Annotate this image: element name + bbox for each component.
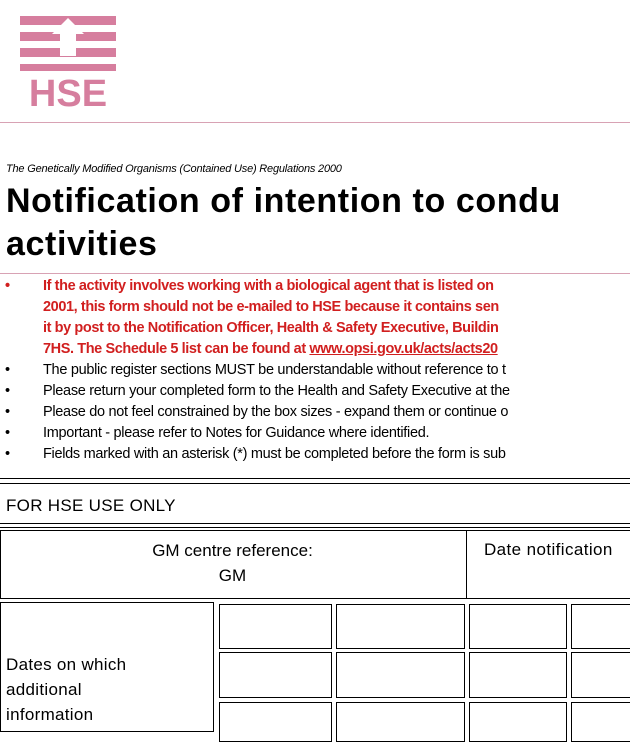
header-rule xyxy=(0,122,630,123)
warning-line-1: If the activity involves working with a biological agent that is listed on xyxy=(43,278,494,294)
note-text: Fields marked with an asterisk (*) must be completed before the form is sub xyxy=(43,446,506,462)
gm-ref-label: GM centre reference: xyxy=(152,541,313,560)
regulation-title: The Genetically Modified Organisms (Contained Use) Regulations 2000 xyxy=(6,163,342,175)
warning-line-3: it by post to the Notification Officer, Health & Safety Executive, Buildin xyxy=(43,320,499,336)
warning-line-4-text: 7HS. The Schedule 5 list can be found at xyxy=(43,341,310,357)
date-input-cell[interactable] xyxy=(571,652,630,698)
note-item xyxy=(0,381,630,402)
bullet: • xyxy=(5,362,10,378)
notes-list xyxy=(0,276,630,465)
date-input-cell[interactable] xyxy=(469,652,567,698)
warning-line-4 xyxy=(43,339,630,360)
note-item xyxy=(0,360,630,381)
box-divider-inner xyxy=(0,527,630,528)
dates-label-line-3: information xyxy=(6,705,94,724)
note-text: Please do not feel constrained by the box sizes - expand them or continue o xyxy=(43,404,509,420)
logo-text: HSE xyxy=(28,73,108,110)
date-notification-label: Date notification xyxy=(484,540,613,559)
date-input-cell[interactable] xyxy=(469,604,567,649)
gm-ref-text xyxy=(0,538,465,588)
dates-label-line-2: additional xyxy=(6,680,82,699)
bullet: • xyxy=(5,404,10,420)
note-item xyxy=(0,444,630,465)
schedule5-link[interactable]: www.opsi.gov.uk/acts/acts20 xyxy=(309,341,498,357)
page-title-line-1: Notification of intention to condu xyxy=(6,182,561,220)
note-text: The public register sections MUST be understandable without reference to t xyxy=(43,362,506,378)
date-input-cell[interactable] xyxy=(336,652,465,698)
date-input-cell[interactable] xyxy=(571,702,630,742)
bullet: • xyxy=(5,446,10,462)
hse-logo xyxy=(20,12,116,110)
gm-ref-prefix: GM xyxy=(218,566,247,585)
box-border-top-inner xyxy=(0,483,630,484)
page-title-line-2: activities xyxy=(6,225,158,263)
date-input-cell[interactable] xyxy=(571,604,630,649)
date-input-cell[interactable] xyxy=(219,604,332,649)
bullet: • xyxy=(5,278,10,294)
hse-use-label: FOR HSE USE ONLY xyxy=(6,496,176,515)
date-input-cell[interactable] xyxy=(219,652,332,698)
bullet: • xyxy=(5,425,10,441)
note-text: Please return your completed form to the Health and Safety Executive at the xyxy=(43,383,510,399)
dates-label-line-1: Dates on which xyxy=(6,655,127,674)
date-input-cell[interactable] xyxy=(469,702,567,742)
page-title xyxy=(6,180,561,266)
warning-line-2: 2001, this form should not be e-mailed to HSE because it contains sen xyxy=(43,299,499,315)
warning-note xyxy=(0,276,630,360)
title-rule xyxy=(0,273,630,274)
note-text: Important - please refer to Notes for Guidance where identified. xyxy=(43,425,430,441)
box-border-top xyxy=(0,478,630,479)
note-item xyxy=(0,423,630,444)
bullet: • xyxy=(5,383,10,399)
dates-label xyxy=(6,652,206,727)
box-divider xyxy=(0,523,630,524)
date-input-cell[interactable] xyxy=(219,702,332,742)
date-input-cell[interactable] xyxy=(336,604,465,649)
note-item xyxy=(0,402,630,423)
date-input-cell[interactable] xyxy=(336,702,465,742)
